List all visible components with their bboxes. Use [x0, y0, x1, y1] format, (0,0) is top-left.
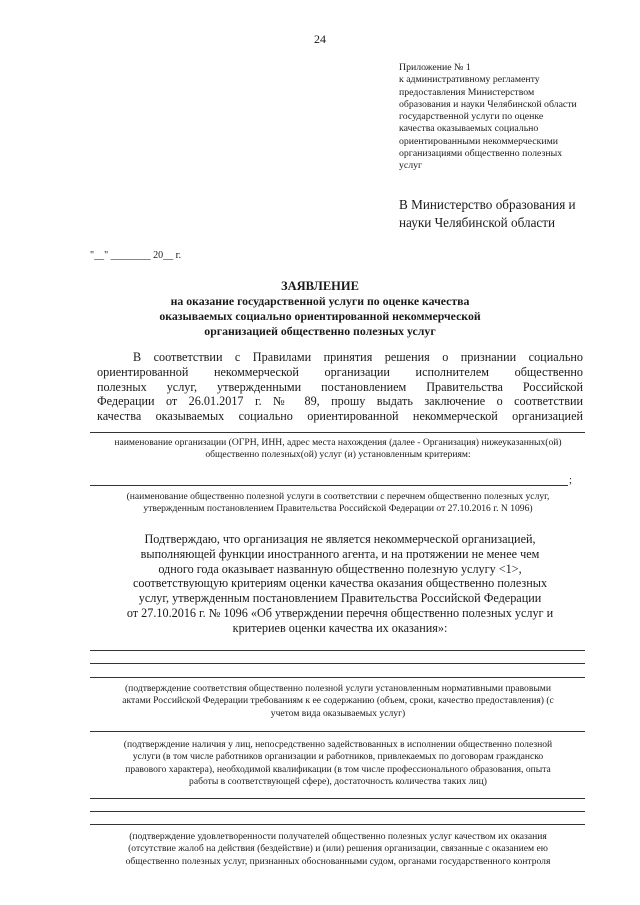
recipient-line: В Министерство образования и: [399, 197, 576, 212]
date-line: "__" ________ 20__ г.: [90, 250, 182, 261]
document-subtitle-line: оказываемых социально ориентированной некоммерческой: [159, 309, 481, 323]
intro-line: ориентированной некоммерческой организации исполнителем общественно: [97, 364, 583, 379]
intro-line: полезных услуг, утвержденными постановлением Правительства Российской: [97, 379, 583, 394]
hint-line: (подтверждение удовлетворенности получателей общественно полезных услуг качеством их оказания: [129, 831, 547, 842]
hint-line: (подтверждение соответствия общественно полезной услуги установленным нормативными правовыми: [124, 683, 552, 694]
confirmation-line: соответствующую критериям оценки качества оказания общественно полезных: [132, 576, 548, 591]
confirmation-line: Подтверждаю, что организация не является некоммерческой организацией,: [144, 532, 536, 546]
hint-line: утвержденным постановлением Правительства Российской Федерации от 27.10.2016 г. N 1096): [143, 503, 533, 515]
hint-compliance: [88, 683, 588, 720]
intro-line: Федерации от 26.01.2017 г. № 89, прошу выдать заключение о соответствии: [97, 394, 583, 409]
fill-line: [90, 677, 585, 678]
appendix-line: образования и науки Челябинской области: [399, 98, 577, 110]
hint-line: работы в соответствующей сфере), достаточность количества таких лиц): [189, 776, 487, 788]
hint-line: учетом вида оказываемых услуг): [270, 707, 406, 719]
intro-line: В соответствии с Правилами принятия решения о признании социально: [133, 350, 583, 364]
fill-line: [90, 650, 585, 651]
confirmation-line: услуг, утвержденным постановлением Правительства Российской Федерации: [138, 591, 542, 606]
appendix-line: услуг: [399, 160, 423, 172]
hint-line: (наименование общественно полезной услуги в соответствии с перечнем общественно полезных услуг,: [126, 491, 550, 502]
intro-paragraph: [97, 350, 583, 424]
fill-line: [90, 811, 585, 812]
hint-line: общественно полезных(ой) услуг (и) установленным критериям:: [205, 449, 471, 461]
confirmation-line: одного года оказывает названную общественно полезную услугу <1>,: [158, 561, 522, 576]
fill-line: [90, 824, 585, 825]
document-subtitle-line: организацией общественно полезных услуг: [204, 324, 436, 338]
document-subtitle-line: на оказание государственной услуги по оценке качества: [170, 294, 470, 308]
document-title: ЗАЯВЛЕНИЕ: [281, 279, 359, 293]
appendix-line: государственной услуги по оценке: [399, 111, 544, 123]
fill-line: [90, 798, 585, 799]
hint-line: наименование организации (ОГРН, ИНН, адрес места нахождения (далее - Организация) нижеуказанных(ой): [114, 437, 562, 448]
hint-line: правового характера), необходимой квалификации (в том числе профессионального образования, опыта: [125, 763, 551, 775]
confirmation-paragraph: [97, 532, 583, 636]
confirmation-line: критериев оценки качества их оказания»:: [232, 620, 448, 635]
fill-line: [90, 663, 585, 664]
appendix-reference: [399, 62, 619, 173]
document-title-block: [0, 279, 640, 339]
hint-line: (отсутствие жалоб на действия (бездействие) и (или) решения организации, связанные с оказанием ею: [128, 843, 548, 855]
hint-service: [88, 491, 588, 516]
intro-line: качества оказываемых социально ориентированной некоммерческой организацией: [97, 409, 583, 424]
confirmation-line: выполняющей функции иностранного агента, и на протяжении не менее чем: [140, 546, 540, 561]
appendix-line: организациями общественно полезных: [399, 148, 563, 160]
appendix-line: к административному регламенту: [399, 74, 540, 86]
appendix-line: предоставления Министерством: [399, 86, 535, 98]
appendix-line: качества оказываемых социально: [399, 123, 539, 135]
hint-satisfaction: [88, 831, 588, 868]
recipient-line: науки Челябинской области: [399, 214, 556, 230]
appendix-line: Приложение № 1: [399, 62, 471, 73]
hint-line: услуги (в том числе работников организации и работников, привлекаемых по договорам гражданско: [132, 751, 544, 763]
confirmation-line: от 27.10.2016 г. № 1096 «Об утверждении перечня общественно полезных услуг и: [126, 605, 554, 620]
fill-line: [90, 485, 568, 486]
semicolon: ;: [569, 474, 573, 486]
fill-line: [90, 731, 585, 732]
hint-organization: [88, 437, 588, 462]
hint-line: (подтверждение наличия у лиц, непосредственно задействованных в исполнении общественно полезной: [123, 739, 553, 750]
hint-line: актами Российской Федерации требованиям к ее содержанию (объем, сроки, качество предоставления) (с: [122, 695, 554, 707]
recipient-block: [399, 196, 629, 231]
fill-line: [90, 432, 585, 433]
hint-staff: [88, 739, 588, 789]
hint-line: общественно полезных услуг, признанных обоснованными судом, органами государственного контроля: [125, 855, 551, 867]
appendix-line: ориентированными некоммерческими: [399, 135, 559, 147]
page-number: 24: [314, 32, 326, 46]
